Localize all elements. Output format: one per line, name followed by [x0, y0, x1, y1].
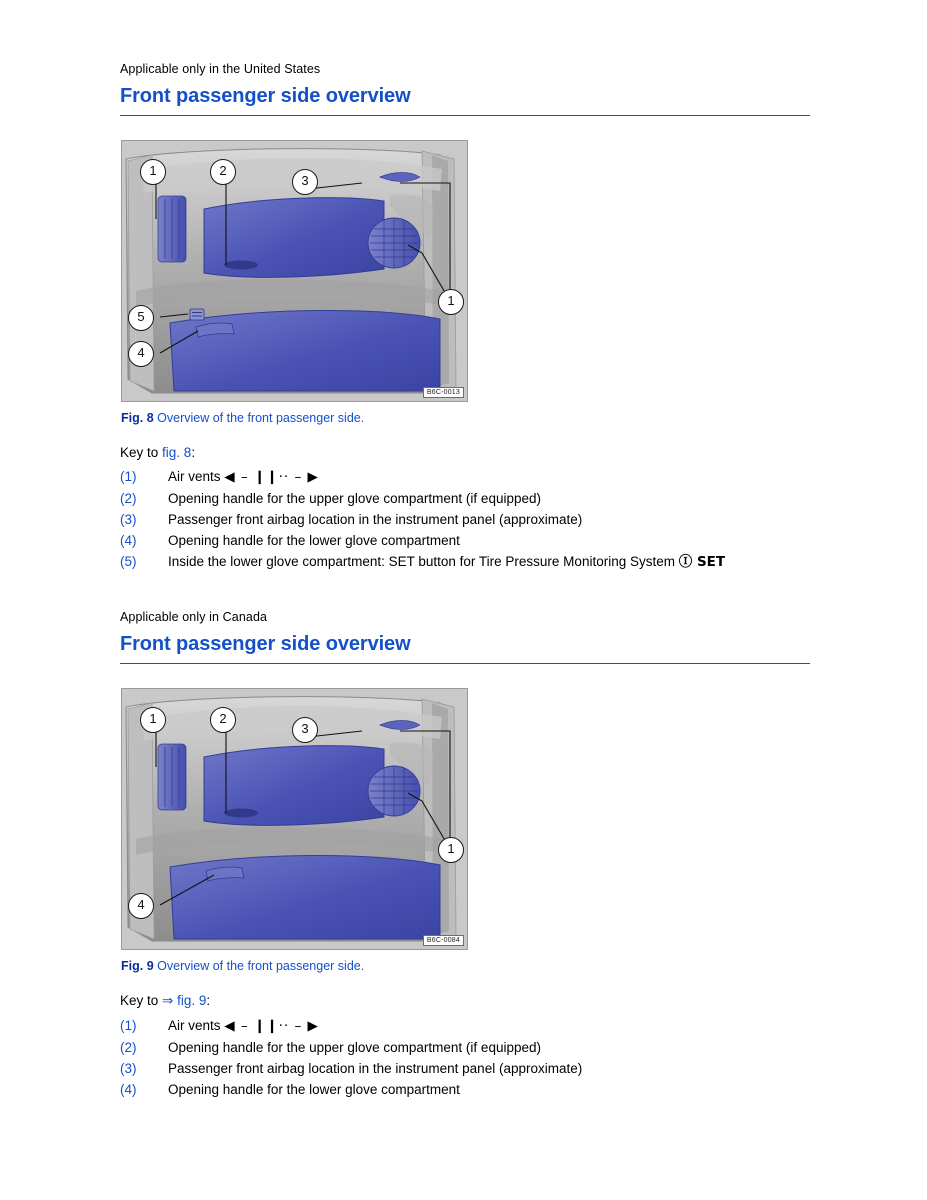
figure-caption-text-canada: Overview of the front passenger side.: [157, 959, 365, 973]
key-number: (1): [120, 469, 137, 484]
air-vent-icon: ◀ – ❙❙·· – ▶: [224, 1018, 319, 1034]
key-text: [168, 1015, 810, 1037]
figure-caption-canada: [121, 959, 810, 973]
list-item: [120, 1079, 810, 1100]
figure-caption-label-us: Fig. 8: [121, 411, 154, 425]
figure-9-image: [121, 688, 468, 950]
key-text: Passenger front airbag location in the instrument panel (approximate): [168, 1061, 583, 1076]
key-intro-prefix-canada: Key to: [120, 993, 163, 1008]
air-vent-icon: ◀ – ❙❙·· – ▶: [224, 469, 319, 485]
list-item: [120, 488, 810, 509]
applicable-note-canada: Applicable only in Canada: [120, 610, 268, 624]
title-divider-canada: [120, 663, 810, 664]
key-text: [168, 466, 810, 488]
callout-3-canada: 3: [292, 717, 318, 743]
figure-9-wrapper: [121, 688, 810, 973]
key-intro-canada: [120, 993, 810, 1009]
list-item: [120, 1015, 810, 1037]
key-intro-link-us[interactable]: fig. 8: [162, 445, 192, 460]
callout-1-lower-us: 1: [438, 289, 464, 315]
title-divider-us: [120, 115, 810, 116]
list-item: [120, 551, 810, 573]
section-canada: [120, 610, 810, 1100]
callout-1-upper-canada: 1: [140, 707, 166, 733]
callout-1-upper-us: 1: [140, 159, 166, 185]
key-list-canada: [120, 1015, 810, 1100]
callout-5-us: 5: [128, 305, 154, 331]
key-text-label: Inside the lower glove compartment: SET button for Tire Pressure Monitoring System: [168, 554, 675, 569]
figure-caption-us: [121, 411, 810, 425]
key-text: Opening handle for the lower glove compartment: [168, 1082, 460, 1097]
key-number: (3): [120, 512, 137, 527]
key-list-us: [120, 466, 810, 573]
list-item: [120, 530, 810, 551]
key-text-label: Air vents: [168, 1018, 221, 1033]
key-text-label: Air vents: [168, 469, 221, 484]
key-number: (5): [120, 554, 137, 569]
callout-4-canada: 4: [128, 893, 154, 919]
figure-caption-label-canada: Fig. 9: [121, 959, 154, 973]
figure-code-us: B6C-0013: [423, 387, 464, 398]
list-item: [120, 466, 810, 488]
key-number: (2): [120, 1040, 137, 1055]
key-number: (2): [120, 491, 137, 506]
tpms-set-icon: Ⓘ SET: [678, 554, 726, 570]
key-number: (3): [120, 1061, 137, 1076]
callout-2-us: 2: [210, 159, 236, 185]
key-intro-link-canada[interactable]: ⇒ fig. 9: [162, 993, 207, 1008]
callout-1-lower-canada: 1: [438, 837, 464, 863]
key-text: Opening handle for the upper glove compartment (if equipped): [168, 1040, 541, 1055]
key-intro-suffix-canada: :: [206, 993, 211, 1008]
page-title-canada: Front passenger side overview: [120, 633, 411, 655]
key-intro-us: [120, 445, 810, 460]
figure-8-image: [121, 140, 468, 402]
page-title-us: Front passenger side overview: [120, 85, 411, 107]
callout-4-us: 4: [128, 341, 154, 367]
figure-8-wrapper: [121, 140, 810, 425]
applicable-note-us: Applicable only in the United States: [120, 62, 321, 76]
key-number: (1): [120, 1018, 137, 1033]
key-intro-suffix-us: :: [191, 445, 196, 460]
section-united-states: [120, 62, 810, 573]
key-number: (4): [120, 533, 137, 548]
key-text: [168, 551, 810, 573]
key-intro-prefix-us: Key to: [120, 445, 163, 460]
list-item: [120, 1058, 810, 1079]
key-number: (4): [120, 1082, 137, 1097]
figure-code-canada: B6C-0084: [423, 935, 464, 946]
key-text: Opening handle for the lower glove compartment: [168, 533, 460, 548]
figure-caption-text-us: Overview of the front passenger side.: [157, 411, 365, 425]
key-text: Opening handle for the upper glove compartment (if equipped): [168, 491, 541, 506]
callout-2-canada: 2: [210, 707, 236, 733]
list-item: [120, 509, 810, 530]
key-text: Passenger front airbag location in the instrument panel (approximate): [168, 512, 583, 527]
callout-3-us: 3: [292, 169, 318, 195]
list-item: [120, 1037, 810, 1058]
